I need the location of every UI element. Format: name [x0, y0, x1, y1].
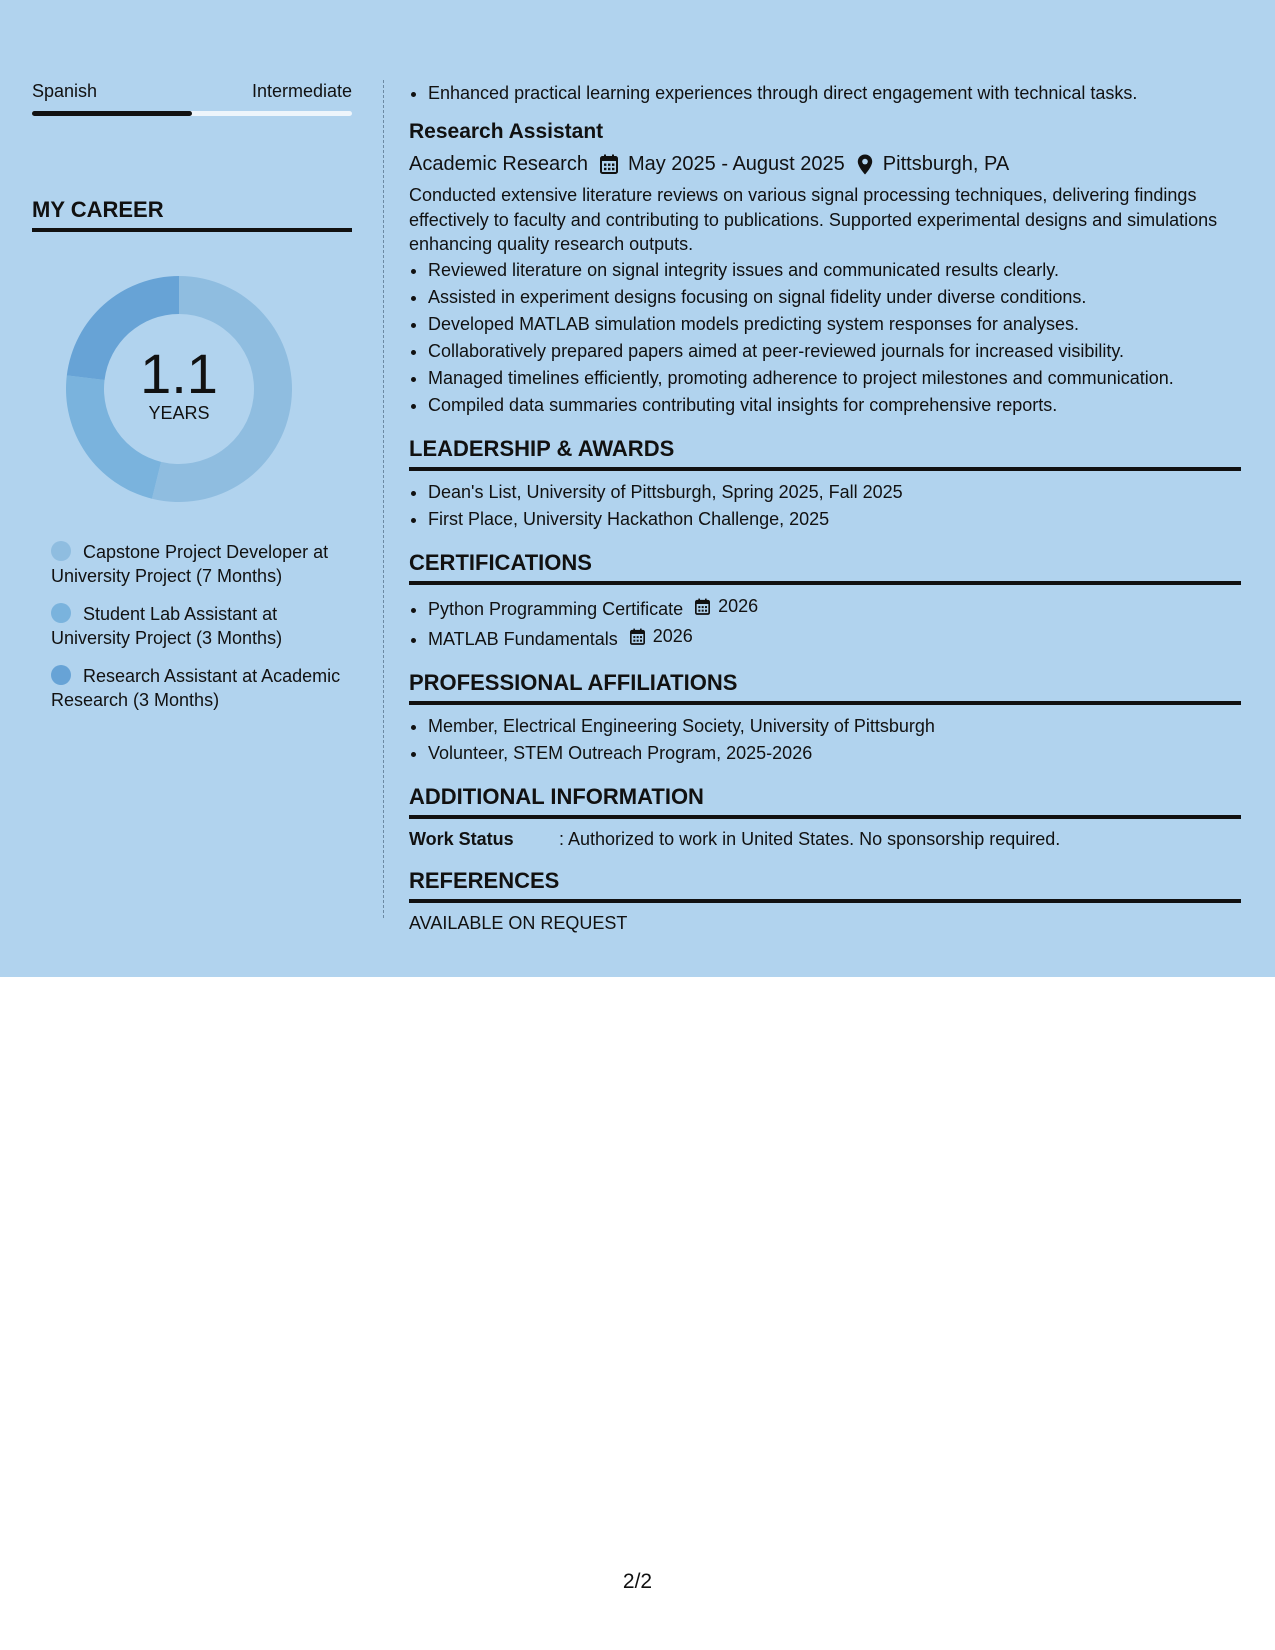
- job-location: Pittsburgh, PA: [882, 153, 1010, 175]
- career-legend-label: Capstone Project Developer at University Project (7 Months): [51, 542, 329, 586]
- affiliations-list: [409, 713, 1241, 767]
- list-item: • Managed timelines efficiently, promoting adherence to project milestones and communication.: [428, 365, 1241, 392]
- list-item: • Member, Electrical Engineering Society, University of Pittsburgh: [428, 713, 1241, 740]
- page-number: 2/2: [622, 1570, 653, 1593]
- certification-date: [695, 593, 758, 620]
- references-heading: REFERENCES: [409, 867, 1241, 903]
- donut-center: [66, 276, 292, 502]
- job-org: Academic Research: [409, 153, 588, 175]
- list-item: • First Place, University Hackathon Challenge, 2025: [428, 506, 1241, 533]
- career-heading: MY CAREER: [32, 196, 352, 232]
- career-legend-item: [51, 664, 341, 712]
- list-item: • Volunteer, STEM Outreach Program, 2025-2026: [428, 740, 1241, 767]
- list-item: • Enhanced practical learning experiences through direct engagement with technical tasks.: [428, 80, 1241, 107]
- certification-year: 2026: [718, 595, 759, 616]
- language-proficiency-fill: [32, 111, 192, 116]
- legend-dot-icon: [51, 541, 71, 561]
- career-legend-item: [51, 602, 341, 650]
- work-status-value: : Authorized to work in United States. No sponsorship required.: [559, 828, 1061, 849]
- job-dates: May 2025 - August 2025: [627, 153, 845, 175]
- certification-name: MATLAB Fundamentals: [428, 628, 618, 649]
- certifications-list: [409, 593, 1241, 653]
- calendar-icon: [630, 628, 649, 645]
- list-item: • Dean's List, University of Pittsburgh, Spring 2025, Fall 2025: [428, 479, 1241, 506]
- language-name: Spanish: [32, 81, 98, 101]
- certification-item: [428, 623, 1241, 653]
- references-text: AVAILABLE ON REQUEST: [409, 912, 628, 933]
- list-item: • Developed MATLAB simulation models predicting system responses for analyses.: [428, 311, 1241, 338]
- list-item: • Compiled data summaries contributing vital insights for comprehensive reports.: [428, 392, 1241, 419]
- right-column: [409, 80, 1241, 935]
- career-total-unit: YEARS: [148, 403, 210, 423]
- language-proficiency-bar: [32, 111, 352, 116]
- career-total-value: 1.1: [140, 342, 218, 405]
- leadership-list: [409, 479, 1241, 533]
- calendar-icon: [695, 598, 714, 615]
- job-bullets: [409, 257, 1241, 419]
- certifications-heading: CERTIFICATIONS: [409, 549, 1241, 585]
- career-donut-chart: [66, 276, 292, 502]
- language-row: [32, 80, 352, 102]
- certification-item: [428, 593, 1241, 623]
- list-item: • Reviewed literature on signal integrity issues and communicated results clearly.: [428, 257, 1241, 284]
- work-status-label: Work Status: [409, 828, 514, 849]
- career-legend: [32, 540, 352, 712]
- affiliations-heading: PROFESSIONAL AFFILIATIONS: [409, 669, 1241, 705]
- career-legend-label: Research Assistant at Academic Research (3 Months): [51, 666, 341, 710]
- additional-info-heading: ADDITIONAL INFORMATION: [409, 783, 1241, 819]
- location-pin-icon: [857, 154, 873, 175]
- list-item: • Assisted in experiment designs focusing on signal fidelity under diverse conditions.: [428, 284, 1241, 311]
- work-status-row: [409, 827, 1241, 851]
- language-level: Intermediate: [251, 81, 352, 101]
- career-legend-label: Student Lab Assistant at University Project (3 Months): [51, 604, 283, 648]
- left-column: [32, 80, 352, 726]
- leadership-heading: LEADERSHIP & AWARDS: [409, 435, 1241, 471]
- list-item: • Collaboratively prepared papers aimed at peer-reviewed journals for increased visibility.: [428, 338, 1241, 365]
- certification-name: Python Programming Certificate: [428, 598, 684, 619]
- career-legend-item: [51, 540, 341, 588]
- job-meta: [409, 150, 1241, 178]
- legend-dot-icon: [51, 603, 71, 623]
- column-divider: [383, 80, 384, 918]
- previous-job-bullets: [409, 80, 1241, 107]
- legend-dot-icon: [51, 665, 71, 685]
- certification-year: 2026: [652, 625, 693, 646]
- certification-date: [630, 623, 693, 650]
- calendar-icon: [600, 154, 618, 174]
- job-description: Conducted extensive literature reviews on various signal processing techniques, delivering findings effectively to faculty and contributing to publications. Supported experimental designs and simulations enhancing quality research outputs.: [409, 185, 1218, 254]
- job-title: Research Assistant: [409, 120, 604, 143]
